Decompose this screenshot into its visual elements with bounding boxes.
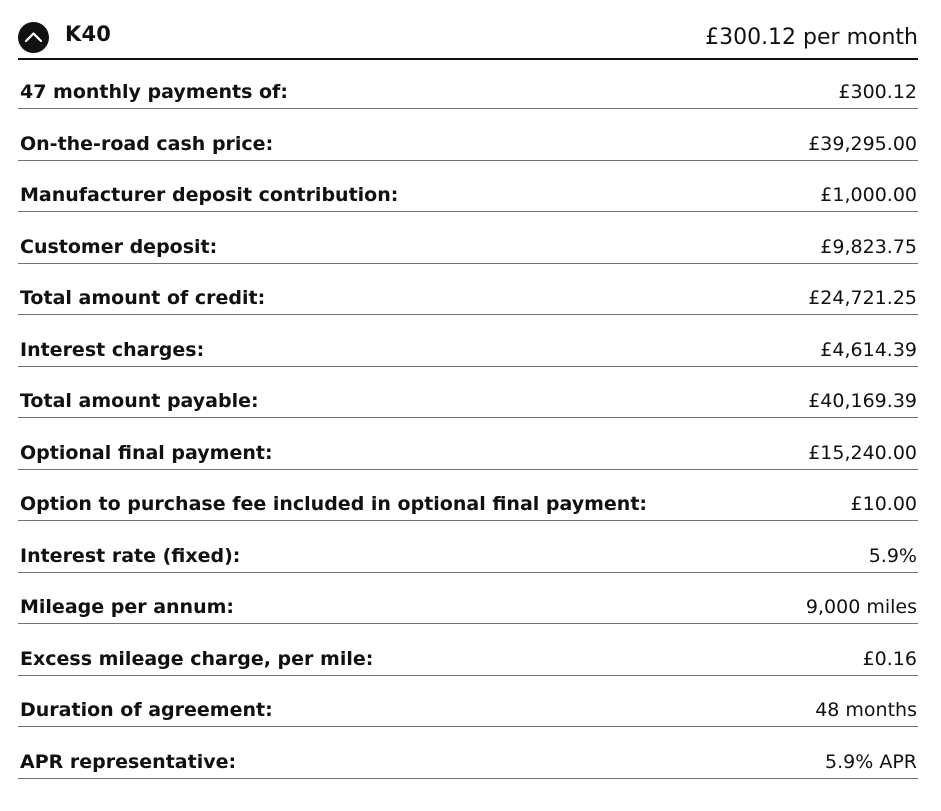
row-value: £1,000.00: [820, 184, 917, 206]
row-value: £15,240.00: [808, 441, 917, 464]
finance-header[interactable]: [18, 16, 918, 60]
monthly-price: £300.12 per month: [705, 25, 918, 50]
row-value: 48 months: [815, 699, 917, 721]
row-label: 47 monthly payments of:: [20, 81, 288, 103]
table-row: [18, 521, 918, 573]
row-label: Total amount payable:: [20, 390, 259, 412]
row-value: 9,000 miles: [805, 596, 917, 618]
row-value: £24,721.25: [808, 287, 917, 309]
row-value: £4,614.39: [820, 338, 917, 361]
table-row: [18, 60, 918, 109]
row-value: £9,823.75: [820, 235, 917, 258]
row-label: On-the-road cash price:: [20, 132, 274, 155]
model-name: K40: [65, 22, 112, 46]
table-row: [18, 676, 918, 728]
row-label: Duration of agreement:: [20, 699, 273, 721]
row-value: £39,295.00: [808, 132, 917, 155]
table-row: [18, 727, 918, 779]
row-value: £0.16: [862, 647, 917, 670]
row-value: 5.9%: [868, 544, 917, 567]
row-label: Total amount of credit:: [20, 287, 266, 309]
row-label: Mileage per annum:: [20, 596, 235, 618]
table-row: [18, 264, 918, 316]
collapse-toggle-button[interactable]: [18, 22, 49, 53]
row-label: Optional final payment:: [20, 441, 273, 464]
row-label: Customer deposit:: [20, 235, 218, 258]
row-value: £40,169.39: [808, 390, 917, 412]
row-label: Interest rate (fixed):: [20, 544, 241, 567]
table-row: [18, 161, 918, 213]
row-value: £300.12: [838, 81, 917, 103]
table-row: [18, 212, 918, 264]
row-label: Option to purchase fee included in optional final payment:: [20, 493, 648, 515]
table-row: [18, 109, 918, 161]
row-label: APR representative:: [20, 750, 237, 773]
table-row: [18, 624, 918, 676]
row-label: Excess mileage charge, per mile:: [20, 647, 374, 670]
table-row: [18, 367, 918, 419]
row-value: £10.00: [850, 493, 917, 515]
table-row: [18, 470, 918, 522]
table-row: [18, 573, 918, 625]
finance-details-panel: [18, 16, 918, 779]
chevron-up-icon: [24, 29, 43, 46]
row-value: 5.9% APR: [825, 750, 917, 773]
table-row: [18, 418, 918, 470]
finance-table: [18, 60, 918, 779]
row-label: Interest charges:: [20, 338, 205, 361]
row-label: Manufacturer deposit contribution:: [20, 184, 399, 206]
table-row: [18, 315, 918, 367]
